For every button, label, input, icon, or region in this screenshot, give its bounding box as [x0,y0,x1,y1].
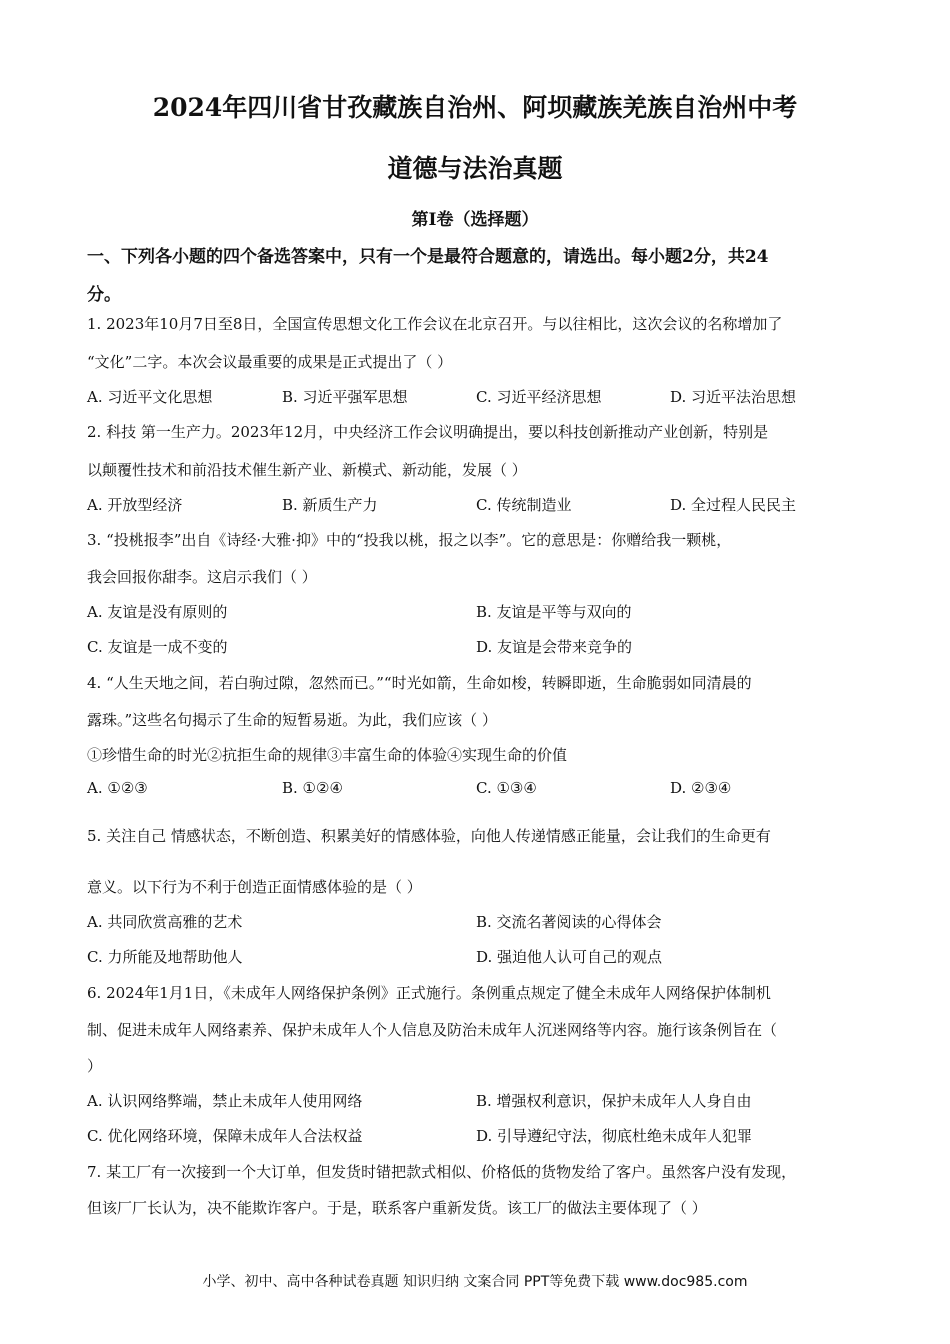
question-4-option-b: B. ①②④ [282,779,343,797]
question-3-line-2: 我会回报你甜李。这启示我们（ ） [87,568,317,586]
page-footer: 小学、初中、高中各种试卷真题 知识归纳 文案合同 PPT等免费下载 www.doc985.com [202,1274,748,1290]
question-4-line-2: 露珠。”这些名句揭示了生命的短暂易逝。为此，我们应该（ ） [87,711,497,729]
question-3-option-b: B. 友谊是平等与双向的 [476,603,632,621]
question-6-option-b: B. 增强权利意识，保护未成年人人身自由 [476,1092,752,1110]
question-5-option-a: A. 共同欣赏高雅的艺术 [87,913,243,931]
question-2-option-a: A. 开放型经济 [87,496,183,514]
question-3-line-1: 3. “投桃报李”出自《诗经·大雅·抑》中的“投我以桃，报之以李”。它的意思是：你赠给我一颗桃， [87,531,732,549]
question-5-line-2: 意义。以下行为不利于创造正面情感体验的是（ ） [87,878,422,896]
question-7-line-2: 但该厂厂长认为，决不能欺诈客户。于是，联系客户重新发货。该工厂的做法主要体现了（ ） [87,1199,707,1217]
question-5-option-d: D. 强迫他人认可自己的观点 [476,948,663,966]
question-5-option-c: C. 力所能及地帮助他人 [87,948,243,966]
section-instruction-cont: 分。 [87,285,121,305]
exam-title: 2024年四川省甘孜藏族自治州、阿坝藏族羌族自治州中考 [152,93,798,122]
question-6-option-c: C. 优化网络环境，保障未成年人合法权益 [87,1127,363,1145]
exam-subject-title: 道德与法治真题 [387,154,563,183]
question-7-line-1: 7. 某工厂有一次接到一个大订单，但发货时错把款式相似、价格低的货物发给了客户。虽然客户没有发现， [87,1163,797,1181]
question-3-option-a: A. 友谊是没有原则的 [87,603,228,621]
question-2-option-c: C. 传统制造业 [476,496,572,514]
question-1-option-c: C. 习近平经济思想 [476,388,602,406]
question-3-option-c: C. 友谊是一成不变的 [87,638,228,656]
question-4-option-c: C. ①③④ [476,779,537,797]
question-6-line-1: 6. 2024年1月1日，《未成年人网络保护条例》正式施行。条例重点规定了健全未成年人网络保护体制机 [87,984,771,1002]
question-6-option-a: A. 认识网络弊端，禁止未成年人使用网络 [87,1092,363,1110]
question-4-line-1: 4. “人生天地之间，若白驹过隙，忽然而已。”“时光如箭，生命如梭，转瞬即逝，生命脆弱如同清晨的 [87,674,752,692]
part-title: 第Ⅰ卷（选择题） [411,210,539,230]
question-3-option-d: D. 友谊是会带来竞争的 [476,638,633,656]
question-2-line-1: 2. 科技 第一生产力。2023年12月，中央经济工作会议明确提出，要以科技创新推动产业创新，特别是 [87,423,769,441]
question-5-line-1: 5. 关注自己 情感状态，不断创造、积累美好的情感体验，向他人传递情感正能量，会让我们的生命更有 [87,827,771,845]
question-1-line-2: “文化”二字。本次会议最重要的成果是正式提出了（ ） [87,353,453,371]
question-1-line-1: 1. 2023年10月7日至8日，全国宣传思想文化工作会议在北京召开。与以往相比，这次会议的名称增加了 [87,315,783,333]
question-6-line-3: ） [87,1057,103,1075]
question-2-option-d: D. 全过程人民民主 [670,496,797,514]
question-5-option-b: B. 交流名著阅读的心得体会 [476,913,662,931]
question-2-option-b: B. 新质生产力 [282,496,378,514]
question-1-option-d: D. 习近平法治思想 [670,388,797,406]
question-4-option-d: D. ②③④ [670,779,732,797]
question-6-option-d: D. 引导遵纪守法，彻底杜绝未成年人犯罪 [476,1127,753,1145]
section-instruction: 一、下列各小题的四个备选答案中，只有一个是最符合题意的，请选出。每小题2分，共24 [87,247,769,267]
question-6-line-2: 制、促进未成年人网络素养、保护未成年人个人信息及防治未成年人沉迷网络等内容。施行该条例旨在（ [87,1021,778,1039]
question-4-line-3: ①珍惜生命的时光②抗拒生命的规律③丰富生命的体验④实现生命的价值 [87,746,568,764]
question-1-option-b: B. 习近平强军思想 [282,388,408,406]
question-4-option-a: A. ①②③ [87,779,148,797]
question-2-line-2: 以颠覆性技术和前沿技术催生新产业、新模式、新动能，发展（ ） [87,461,527,479]
question-1-option-a: A. 习近平文化思想 [87,388,213,406]
